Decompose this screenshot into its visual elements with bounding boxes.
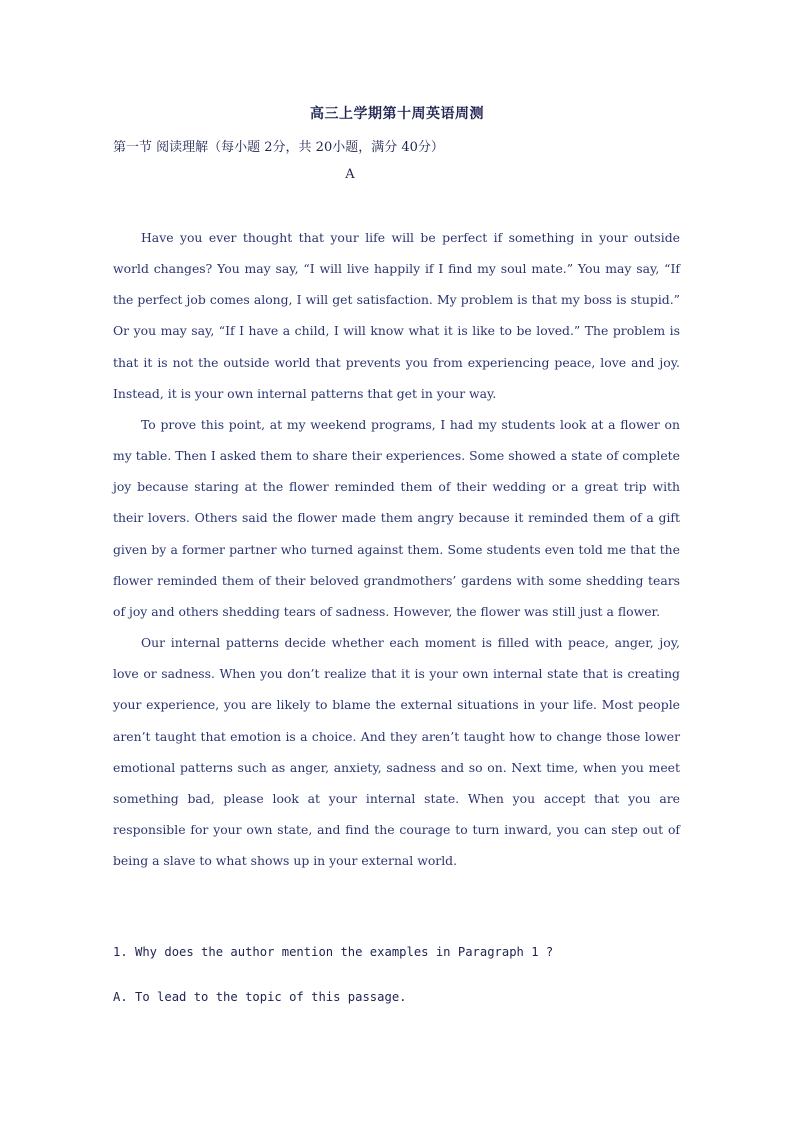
paragraph-3: Our internal patterns decide whether each moment is filled with peace, anger, joy, love or sadness. When you don’t realize that it is your own internal state that is creating your experience, you are likely to blame the external situations in your life. Most people aren’t taught that emotion is a choice. And they aren’t taught how to change those lower emotional patterns such as anger, anxiety, sadness and so on. Next time, when you meet something bad, please look at your internal state. When you accept that you are responsible for your own state, and find the courage to turn inward, you can step out of being a slave to what shows up in your external world.: [113, 635, 680, 869]
reading-passage: [113, 222, 680, 876]
passage-label: A: [345, 167, 355, 182]
section-heading: 第一节 阅读理解（每小题 2分，共 20小题，满分 40分）: [113, 140, 444, 155]
paragraph-2: To prove this point, at my weekend programs, I had my students look at a flower on my table. Then I asked them to share their experiences. Some showed a state of complete joy because staring at the flower reminded them of their wedding or a great trip with their lovers. Others said the flower made them angry because it reminded them of a gift given by a former partner who turned against them. Some students even told me that the flower reminded them of their beloved grandmothers’ gardens with some shedding tears of joy and others shedding tears of sadness. However, the flower was still just a flower.: [113, 416, 680, 619]
question-1-option-a: A. To lead to the topic of this passage.: [113, 990, 407, 1004]
question-1-stem: 1. Why does the author mention the examples in Paragraph 1 ?: [113, 945, 554, 959]
page-title: 高三上学期第十周英语周测: [310, 106, 484, 122]
paragraph-1: Have you ever thought that your life will be perfect if something in your outside world changes? You may say, “I will live happily if I find my soul mate.” You may say, “If the perfect job comes along, I will get satisfaction. My problem is that my boss is stupid.” Or you may say, “If I have a child, I will know what it is like to be loved.” The problem is that it is not the outside world that prevents you from experiencing peace, love and joy. Instead, it is your own internal patterns that get in your way.: [113, 230, 680, 401]
